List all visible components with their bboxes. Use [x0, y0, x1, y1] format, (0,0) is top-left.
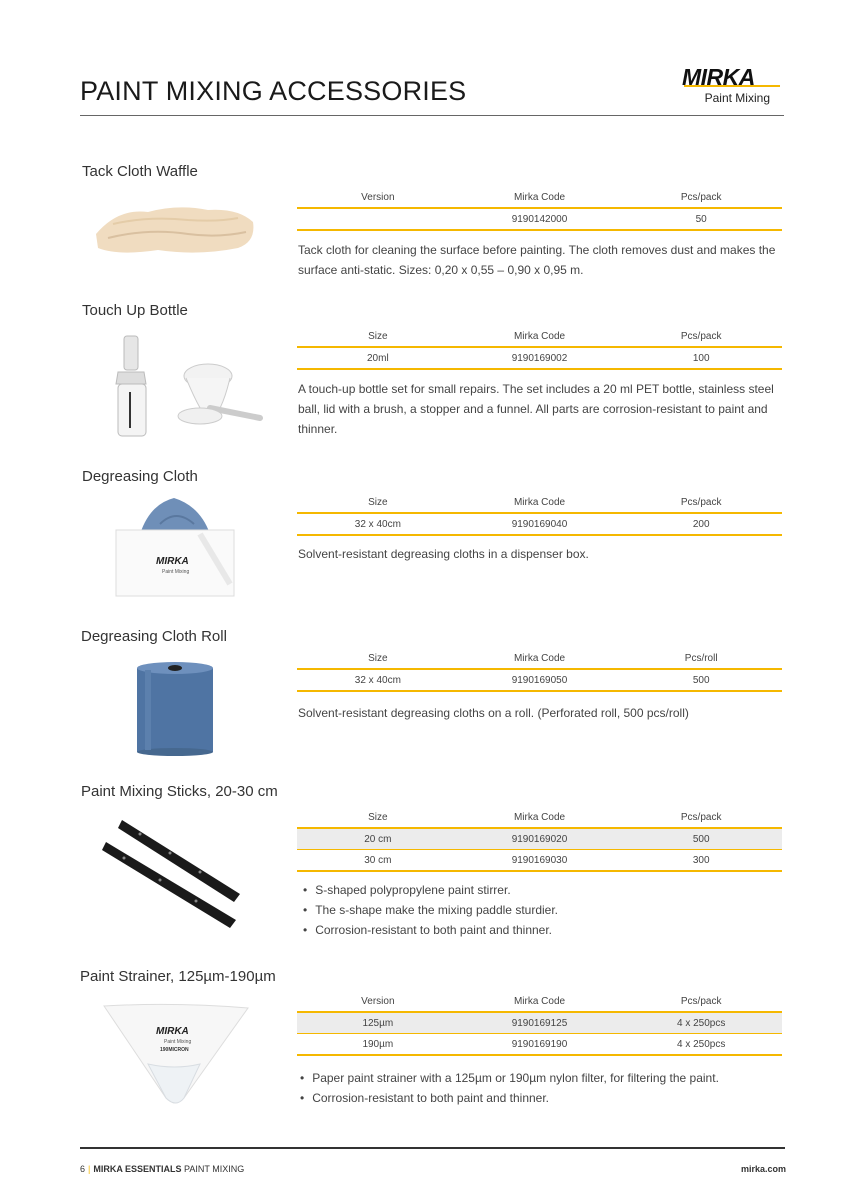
table-row	[297, 348, 782, 370]
table-cell: 20 cm	[364, 833, 392, 845]
footer-divider	[80, 1147, 785, 1149]
table-cell: 125µm	[362, 1017, 394, 1029]
list-item: • Corrosion-resistant to both paint and thinner.	[303, 920, 793, 940]
column-header: Mirka Code	[513, 496, 566, 508]
table-touch-up-bottle	[297, 326, 782, 370]
column-header: Pcs/pack	[680, 330, 722, 342]
table-paint-mixing-sticks	[297, 807, 782, 872]
column-header: Pcs/pack	[680, 811, 722, 823]
column-header: Size	[368, 652, 388, 664]
table-row	[297, 850, 782, 872]
section-title-paint-strainer: Paint Strainer, 125µm-190µm	[80, 968, 276, 985]
description-touch-up-bottle: A touch-up bottle set for small repairs. The set includes a 20 ml PET bottle, stainless steel ball, lid with a brush, a stopper and a funnel. All parts are corrosion-resistant to paint and thinner.	[298, 382, 774, 436]
column-header: Mirka Code	[513, 652, 566, 664]
table-cell: 4 x 250pcs	[676, 1017, 726, 1029]
footer-page-info	[80, 1164, 244, 1174]
column-header: Mirka Code	[513, 330, 566, 342]
table-cell: 200	[692, 518, 710, 530]
footer-section: PAINT MIXING	[184, 1164, 245, 1174]
table-cell: 50	[695, 213, 707, 225]
table-degreasing-cloth-roll	[297, 648, 782, 692]
table-cell: 20ml	[366, 352, 389, 364]
table-row	[297, 1034, 782, 1056]
paint-mixing-sticks-image	[100, 812, 245, 932]
table-paint-strainer	[297, 991, 782, 1056]
table-tack-cloth	[297, 187, 782, 231]
footer-brand: MIRKA ESSENTIALS	[93, 1164, 182, 1174]
degreasing-cloth-image	[110, 494, 240, 604]
column-header: Pcs/pack	[680, 191, 722, 203]
table-header-row	[297, 991, 782, 1013]
bullets-paint-strainer	[300, 1068, 790, 1108]
column-header: Mirka Code	[513, 995, 566, 1007]
description-degreasing-cloth-roll: Solvent-resistant degreasing cloths on a roll. (Perforated roll, 500 pcs/roll)	[298, 706, 689, 720]
strainer-brand-label: MIRKA	[156, 1026, 189, 1037]
table-degreasing-cloth	[297, 492, 782, 536]
column-header: Size	[368, 330, 388, 342]
footer-separator: |	[88, 1164, 91, 1174]
description-degreasing-cloth: Solvent-resistant degreasing cloths in a dispenser box.	[298, 547, 589, 561]
table-cell: 100	[692, 352, 710, 364]
list-item: • Corrosion-resistant to both paint and thinner.	[300, 1088, 790, 1108]
list-item: • The s-shape make the mixing paddle sturdier.	[303, 900, 793, 920]
table-row	[297, 829, 782, 850]
table-cell: 9190169020	[511, 833, 568, 845]
table-header-row	[297, 648, 782, 670]
section-title-degreasing-cloth-roll: Degreasing Cloth Roll	[81, 628, 227, 645]
table-header-row	[297, 326, 782, 348]
section-title-paint-mixing-sticks: Paint Mixing Sticks, 20-30 cm	[81, 783, 278, 800]
strainer-sub-label: Paint Mixing	[164, 1039, 192, 1045]
box-sub-label: Paint Mixing	[162, 569, 190, 575]
column-header: Version	[361, 191, 395, 203]
bullets-paint-mixing-sticks	[303, 880, 793, 940]
touch-up-bottle-image	[100, 332, 270, 442]
table-cell: 9190169190	[511, 1038, 568, 1050]
section-title-tack-cloth: Tack Cloth Waffle	[82, 163, 198, 180]
strainer-micron-label: 190MICRON	[160, 1047, 189, 1053]
degreasing-roll-image	[135, 660, 215, 756]
header-divider	[80, 115, 784, 116]
table-row	[297, 670, 782, 692]
table-row	[297, 514, 782, 536]
tack-cloth-image	[88, 198, 258, 258]
logo-wordmark: MIRKA	[682, 64, 755, 90]
column-header: Pcs/roll	[684, 652, 718, 664]
table-cell: 500	[692, 833, 710, 845]
table-cell: 300	[692, 854, 710, 866]
column-header: Size	[368, 811, 388, 823]
table-cell: 4 x 250pcs	[676, 1038, 726, 1050]
page-title: PAINT MIXING ACCESSORIES	[80, 76, 467, 106]
list-item: • Paper paint strainer with a 125µm or 190µm nylon filter, for filtering the paint.	[300, 1068, 790, 1088]
section-title-touch-up-bottle: Touch Up Bottle	[82, 302, 188, 319]
logo-subtitle: Paint Mixing	[704, 91, 770, 105]
table-header-row	[297, 492, 782, 514]
page-number: 6	[80, 1164, 86, 1174]
column-header: Pcs/pack	[680, 496, 722, 508]
table-cell: 9190169040	[511, 518, 568, 530]
table-cell: 9190142000	[511, 213, 568, 225]
table-header-row	[297, 187, 782, 209]
table-cell: 32 x 40cm	[354, 674, 401, 686]
column-header: Size	[368, 496, 388, 508]
table-row	[297, 209, 782, 231]
column-header: Pcs/pack	[680, 995, 722, 1007]
column-header: Version	[361, 995, 395, 1007]
table-cell: 500	[692, 674, 710, 686]
mirka-logo	[682, 64, 784, 106]
table-cell: 190µm	[362, 1038, 394, 1050]
table-cell: 9190169030	[511, 854, 568, 866]
table-cell: 32 x 40cm	[354, 518, 401, 530]
table-cell: 9190169125	[511, 1017, 568, 1029]
description-tack-cloth: Tack cloth for cleaning the surface before painting. The cloth removes dust and makes the surface anti-static. Sizes: 0,20 x 0,55 – 0,90 x 0,95 m.	[298, 243, 776, 277]
table-cell: 9190169002	[511, 352, 568, 364]
list-item: • S-shaped polypropylene paint stirrer.	[303, 880, 793, 900]
table-header-row	[297, 807, 782, 829]
section-title-degreasing-cloth: Degreasing Cloth	[82, 468, 198, 485]
table-row	[297, 1013, 782, 1034]
box-brand-label: MIRKA	[156, 556, 189, 567]
table-cell: 9190169050	[511, 674, 568, 686]
column-header: Mirka Code	[513, 811, 566, 823]
column-header: Mirka Code	[513, 191, 566, 203]
footer-site-link[interactable]: mirka.com	[741, 1164, 787, 1174]
paint-strainer-image	[100, 1000, 250, 1110]
table-cell: 30 cm	[364, 854, 392, 866]
